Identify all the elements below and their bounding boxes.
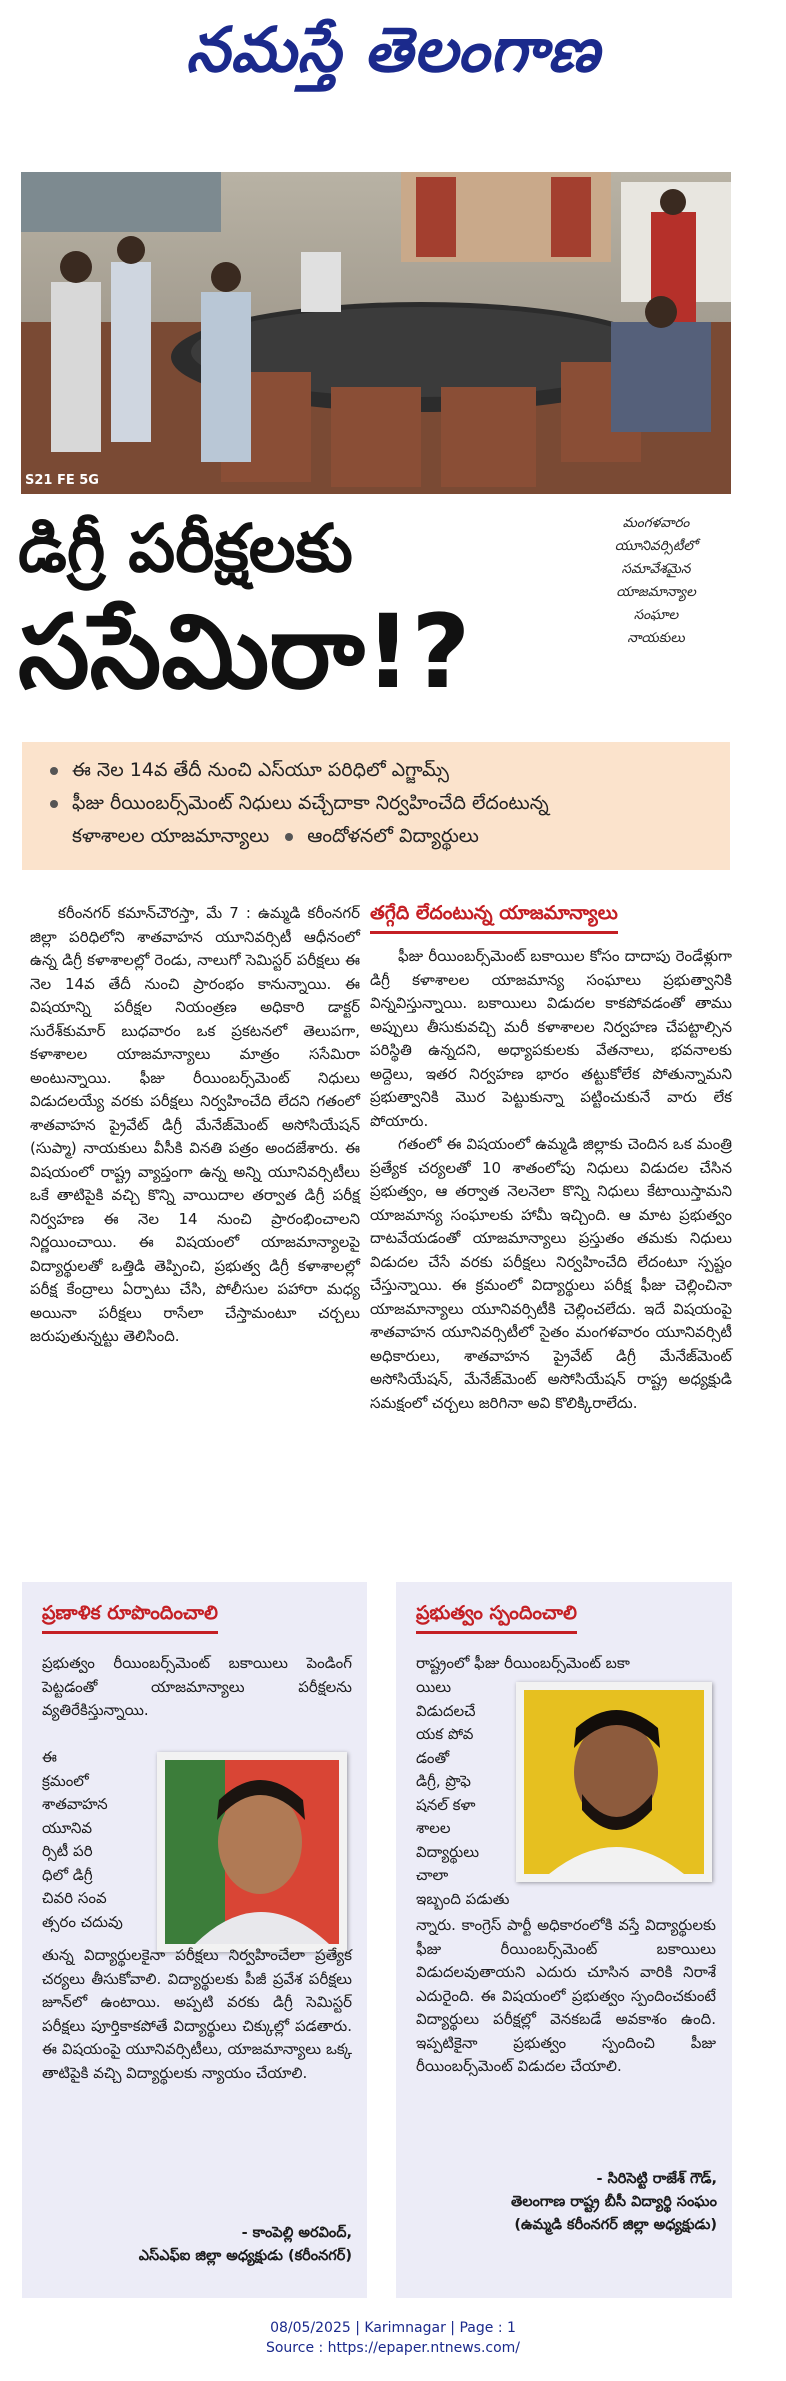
side-line: చాలా <box>416 1866 449 1884</box>
camera-watermark: S21 FE 5G <box>25 473 99 488</box>
box-title-text: ప్రభుత్వం స్పందించాలి <box>416 1602 577 1624</box>
box-title-text: ప్రణాళిక రూపొందించాలి <box>42 1602 218 1624</box>
caption-line: యూనివర్సిటీలో <box>614 538 698 554</box>
byline-role: (ఉమ్మడి కరీంనగర్ జిల్లా అధ్యక్షుడు) <box>514 2217 717 2233</box>
box-body: తున్న విద్యార్థులకైనా పరీక్షలు నిర్వహించేలా ప్రత్యేక చర్యలు తీసుకోవాలి. విద్యార్థులకు పీజీ ప్రవేశ పరీక్షలు జూన్‌లో ఉంటాయి. అప్పటి వరకు డిగ్రీ సెమిస్టర్ పరీక్షలు పూర్తికాకపోతే విద్యార్థులు చిక్కుల్లో పడతారు. ఈ విషయంపై యూనివర్సిటీలు, యాజమాన్యాలు ఒక్క తాటిపైకి వచ్చి విద్యార్థులకు న్యాయం చేయాలి. <box>42 1946 352 2082</box>
page-footer <box>0 2318 786 2358</box>
box-title-underline <box>416 1631 577 1634</box>
caption-line: సంఘాల <box>633 607 679 623</box>
footer-source-link[interactable]: Source : https://epaper.ntnews.com/ <box>265 2340 521 2356</box>
article-paragraph: గతంలో ఈ విషయంలో ఉమ్మడి జిల్లాకు చెందిన ఒక మంత్రి ప్రత్యేక చర్యలతో 10 శాతంలోపు నిధులు విడుదల చేసిన ప్రభుత్వం, ఆ తర్వాత నెలనెలా కొన్ని నిధులు కేటాయిస్తామని యాజమాన్య సంఘాలకు హామీ ఇచ్చింది. ఆ మాట ప్రభుత్వం దాటవేయడంతో యాజమాన్యాలు ప్రస్తుతం తమకు నిధులు విడుదల చేసే వరకు పరీక్షలు నిర్వహించేది లేదంటూ స్పష్టం చేస్తున్నాయి. ఈ క్రమంలో విద్యార్థులు పరీక్ష ఫీజు చెల్లించినా యాజమాన్యాలు యూనివర్సిటీకి చెల్లించలేదు. ఇదే విషయంపై శాతవాహన యూనివర్సిటీలో సైతం మంగళవారం యూనివర్సిటీ అధికారులు, శాతవాహన ప్రైవేట్ డిగ్రీ మేనేజ్‌మెంట్ అసోసియేషన్, మేనేజ్‌మెంట్ అసోసియేషన్ రాష్ట్ర అధ్యక్షుడి సమక్షంలో చర్చలు జరిగినా అవి కొలిక్కిరాలేదు. <box>370 1135 732 1412</box>
side-line: శాతవాహన <box>42 1795 108 1813</box>
newspaper-logo: నమస్తే తెలంగాణ <box>185 13 601 86</box>
side-line: ర్సిటీ పరి <box>42 1842 93 1860</box>
portrait-photo <box>157 1752 347 1952</box>
side-line: చివరి సంవ <box>42 1889 107 1907</box>
box-side-text <box>42 1746 152 1934</box>
photo-caption <box>584 512 728 650</box>
side-line: యూనివ <box>42 1818 93 1837</box>
side-line: డిగ్రీ, ప్రొఫె <box>416 1772 471 1790</box>
byline-name: - కాంపెల్లి అరవింద్, <box>241 2225 352 2241</box>
highlight-item <box>50 754 710 787</box>
side-line: విడుదలచే <box>416 1701 476 1720</box>
side-line: విద్యార్థులు <box>416 1842 480 1861</box>
side-line: ఈ <box>42 1748 57 1766</box>
article-column-right <box>370 945 732 1415</box>
side-line: క్రమంలో <box>42 1771 89 1790</box>
opinion-box-right <box>396 1582 732 2298</box>
bullet-icon <box>50 800 58 808</box>
side-line: షనల్ కళా <box>416 1795 476 1814</box>
caption-line: మంగళవారం <box>622 515 690 531</box>
highlight-item <box>50 820 710 853</box>
box-intro: ప్రభుత్వం రీయింబర్స్‌మెంట్ బకాయిలు పెండింగ్ పెట్టడంతో యాజమాన్యాలు పరీక్షలను వ్యతిరేకిస్తున్నాయి. <box>42 1654 352 1719</box>
article-column-left <box>30 902 360 1349</box>
byline <box>407 2168 717 2237</box>
masthead <box>0 0 786 100</box>
subheading <box>370 902 618 934</box>
highlights-box <box>22 742 730 870</box>
headline <box>18 510 578 712</box>
article-paragraph: ఫీజు రీయింబర్స్‌మెంట్ బకాయిల కోసం దాదాపు రెండేళ్లుగా డిగ్రీ కళాశాలల యాజమాన్య సంఘాలు ప్రభుత్వానికి విన్నవిస్తున్నాయి. బకాయిలు విడుదల కాకపోవడంతో తాము అప్పులు తీసుకువచ్చి మరీ కళాశాలల నిర్వహణ చేపట్టాల్సిన పరిస్థితి ఉన్నదని, అధ్యాపకులకు వేతనాలు, భవనాలకు అద్దెలు, ఇతర నిర్వహణ భారం తట్టుకోలేక పోతున్నామని ప్రభుత్వానికి మొర పెట్టుకున్నా పట్టించుకునే వారు లేక పోయారు. <box>370 947 732 1130</box>
highlight-text: కళాశాలల యాజమాన్యాలు <box>72 825 270 847</box>
footer-date-line: 08/05/2025 | Karimnagar | Page : 1 <box>270 2320 516 2336</box>
bullet-icon <box>285 833 293 841</box>
side-line: ఇబ్బంది పడుతు <box>416 1889 510 1908</box>
subheading-underline <box>370 931 618 934</box>
side-line: యిలు <box>416 1678 452 1696</box>
article-paragraph: కరీంనగర్ కమాన్‌చౌరస్తా, మే 7 : ఉమ్మడి కరీంనగర్ జిల్లా పరిధిలోని శాతవాహన యూనివర్సిటీ ఆధీనంలో ఉన్న డిగ్రీ కళాశాలల్లో రెండు, నాలుగో సెమిస్టర్ పరీక్షలు ఈ నెల 14వ తేదీ నుంచి ప్రారంభం కానున్నాయి. ఈ విషయాన్ని పరీక్షల నియంత్రణ అధికారి డాక్టర్ సురేశ్‌కుమార్ బుధవారం ఒక ప్రకటనలో తెలుపగా, కళాశాలల యాజమాన్యాలు మాత్రం ససేమిరా అంటున్నాయి. ఫీజు రీయింబర్స్‌మెంట్ నిధులు విడుదలయ్యే వరకు పరీక్షలు నిర్వహించేది లేదని గతంలో శాతవాహన ప్రైవేట్ డిగ్రీ మేనేజ్‌మెంట్ అసోసియేషన్ (సుప్మా) నాయకులు వీసీకి వినతి పత్రం అందజేశారు. ఈ విషయంలో రాష్ట్ర వ్యాప్తంగా ఉన్న అన్ని యూనివర్సిటీలు ఒకే తాటిపైకి వచ్చి కొన్ని వాయిదాల తర్వాత డిగ్రీ పరీక్ష నిర్వహణ ఈ నెల 14 నుంచి ప్రారంభించాలని నిర్ణయించాయి. ఈ విషయంలో యాజమాన్యాలపై విద్యార్థులతో ఒత్తిడి తెప్పించి, ప్రభుత్వ డిగ్రీ కళాశాలల్లో పరీక్ష కేంద్రాలు ఏర్పాటు చేసి, పోలీసుల పహారా మధ్య అయినా పరీక్షలు రాసేలా చేస్తామంటూ చర్చలు జరుపుతున్నట్టు తెలిసింది. <box>30 904 360 1345</box>
caption-line: నాయకులు <box>627 630 685 646</box>
box-title <box>42 1602 218 1634</box>
opinion-box-left <box>22 1582 367 2298</box>
side-line: డంతో <box>416 1748 450 1767</box>
byline <box>32 2222 352 2268</box>
box-intro: రాష్ట్రంలో ఫీజు రీయింబర్స్‌మెంట్ బకా <box>416 1654 630 1672</box>
byline-role: తెలంగాణ రాష్ట్ర బీసీ విద్యార్థి సంఘం <box>511 2194 717 2210</box>
byline-role: ఎస్‌ఎఫ్‌ఐ జిల్లా అధ్యక్షుడు (కరీంనగర్) <box>138 2248 352 2264</box>
box-title-underline <box>42 1631 218 1634</box>
box-title <box>416 1602 577 1634</box>
side-line: శాలల <box>416 1819 451 1837</box>
byline-name: - సిరిసెట్టి రాజేశ్ గౌడ్, <box>596 2171 717 2187</box>
bullet-icon <box>50 767 58 775</box>
side-line: యక పోవ <box>416 1725 474 1743</box>
meeting-photo <box>21 172 731 494</box>
side-line: ధిలో డిగ్రీ <box>42 1865 93 1884</box>
portrait-photo <box>516 1682 712 1882</box>
highlight-text: ఆందోళనలో విద్యార్థులు <box>307 825 479 847</box>
headline-line-2: ససేమిరా!? <box>18 593 471 712</box>
headline-line-1: డిగ్రీ పరీక్షలకు <box>18 510 353 587</box>
highlight-text: ఫీజు రీయింబర్స్‌మెంట్ నిధులు వచ్చేదాకా నిర్వహించేది లేదంటున్న <box>72 792 549 814</box>
highlight-text: ఈ నెల 14వ తేదీ నుంచి ఎస్‌యూ పరిధిలో ఎగ్జామ్స్ <box>72 759 449 781</box>
caption-line: సమావేశమైన <box>621 561 691 577</box>
highlight-item <box>50 787 710 820</box>
subheading-text: తగ్గేది లేదంటున్న యాజమాన్యాలు <box>370 902 618 924</box>
side-line: త్సరం చదువు <box>42 1912 123 1931</box>
caption-line: యాజమాన్యాల <box>616 584 696 600</box>
box-body: న్నారు. కాంగ్రెస్ పార్టీ అధికారంలోకి వస్తే విద్యార్థులకు ఫీజు రీయింబర్స్‌మెంట్ బకాయిలు విడుదలవుతాయని ఎదురు చూసిన వారికి నిరాశే ఎదురైంది. ఈ విషయంలో ప్రభుత్వం స్పందించకుంటే విద్యార్థులు పరీక్షల్లో వెనకబడే అవకాశం ఉంది. ఇప్పటికైనా ప్రభుత్వం స్పందించి పీజు రీయింబర్స్‌మెంట్ విడుదల చేయాలి. <box>416 1916 716 2075</box>
